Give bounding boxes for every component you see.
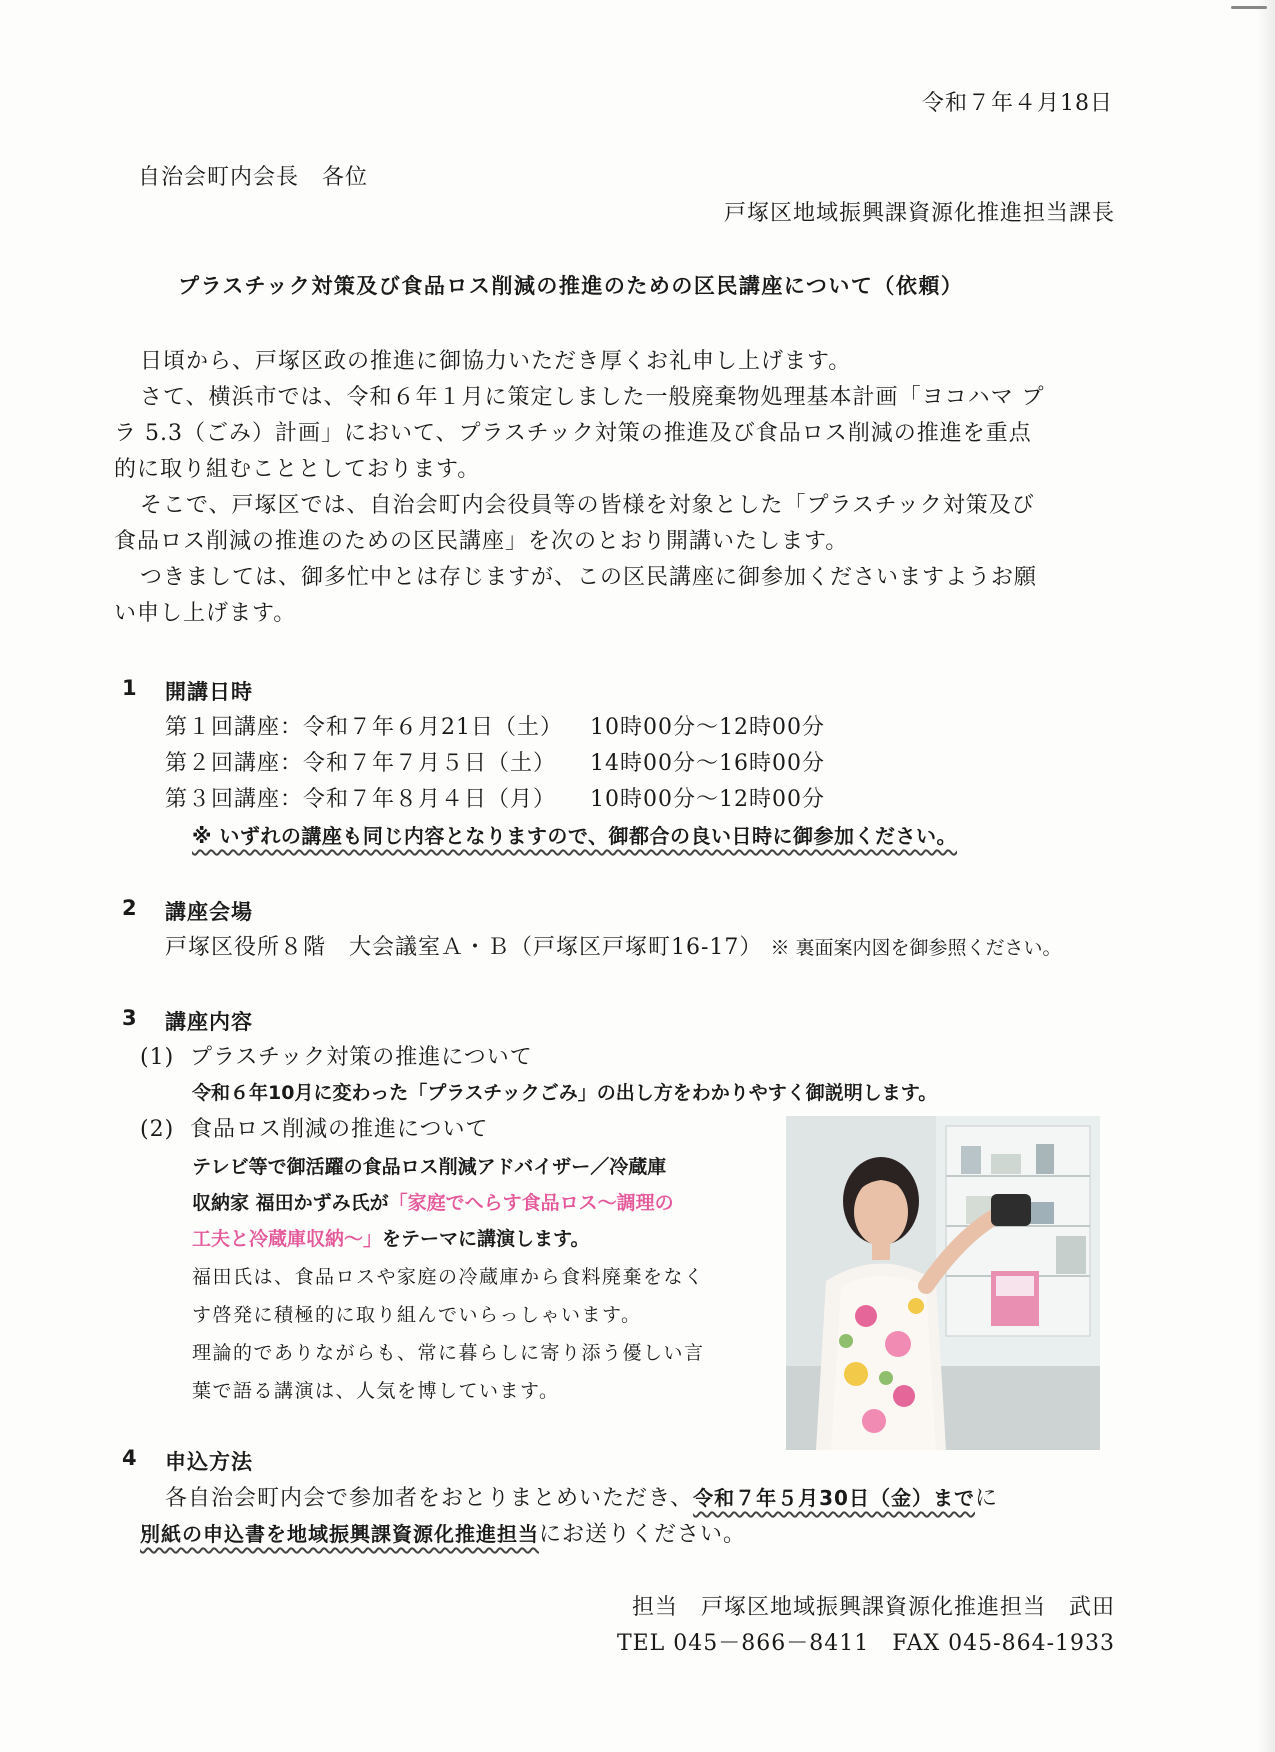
venue-map-note: ※ 裏面案内図を御参照ください。 <box>770 937 1062 959</box>
application-text-3: にお送りください。 <box>539 1522 747 1547</box>
body-line-6: 食品ロス削減の推進のための区民講座」を次のとおり開講いたします。 <box>114 529 849 554</box>
section-3-title: 講座内容 <box>165 1010 253 1034</box>
document-date: 令和７年４月18日 <box>922 91 1113 116</box>
item-2-line-1: テレビ等で御活躍の食品ロス削減アドバイザー／冷蔵庫 <box>192 1156 667 1178</box>
item-2-title: 食品ロス削減の推進について <box>190 1117 489 1142</box>
document-title: プラスチック対策及び食品ロス削減の推進のための区民講座について（依頼） <box>178 274 964 298</box>
scan-mark <box>1231 6 1267 9</box>
speaker-photo <box>786 1116 1100 1450</box>
application-text-1: 各自治会町内会で参加者をおとりまとめいただき、 <box>165 1486 694 1511</box>
body-line-8: い申し上げます。 <box>114 601 297 626</box>
application-text-2: に <box>974 1486 998 1511</box>
schedule-note: ※ いずれの講座も同じ内容となりますので、御都合の良い日時に御参加ください。 <box>192 824 958 848</box>
lecture-theme-part-1: 「家庭でへらす食品ロス～調理の <box>388 1192 674 1214</box>
speaker-bio-line-1: 福田氏は、食品ロスや家庭の冷蔵庫から食料廃棄をなく <box>192 1266 705 1288</box>
section-4-title: 申込方法 <box>165 1450 253 1474</box>
speaker-bio-line-3: 理論的でありながらも、常に暮らしに寄り添う優しい言 <box>192 1342 705 1364</box>
session-1-time: 10時00分～12時00分 <box>590 715 825 740</box>
application-deadline: 令和７年５月30日（金）まで <box>693 1486 975 1510</box>
item-2-number: (2) <box>140 1117 175 1142</box>
section-1-number: 1 <box>122 676 137 700</box>
body-line-1: 日頃から、戸塚区政の推進に御協力いただき厚くお礼申し上げます。 <box>140 349 852 374</box>
venue-text <box>165 930 1061 966</box>
session-1-label: 第１回講座：令和７年６月21日（土） <box>165 715 563 740</box>
body-line-4: 的に取り組むこととしております。 <box>114 457 481 482</box>
item-1-description: 令和６年10月に変わった「プラスチックごみ」の出し方をわかりやすく御説明します。 <box>192 1082 938 1104</box>
lecture-theme-part-2: 工夫と冷蔵庫収納～」 <box>192 1228 383 1250</box>
session-3-label: 第３回講座：令和７年８月４日（月） <box>165 787 557 812</box>
recipient: 自治会町内会長 各位 <box>138 165 369 190</box>
contact-phone-fax: TEL 045－866－8411 FAX 045-864-1933 <box>616 1631 1115 1656</box>
speaker-intro: 収納家 福田かずみ氏が <box>192 1192 389 1214</box>
page-edge-shadow <box>1257 0 1275 1752</box>
venue-name: 戸塚区役所８階 大会議室Ａ・Ｂ（戸塚区戸塚町16-17） <box>165 935 763 960</box>
body-line-2: さて、横浜市では、令和６年１月に策定しました一般廃棄物処理基本計画「ヨコハマ プ <box>140 385 1045 410</box>
session-2-time: 14時00分～16時00分 <box>590 751 825 776</box>
speaker-bio-line-4: 葉で語る講演は、人気を博しています。 <box>192 1380 560 1402</box>
item-1-number: (1) <box>140 1045 175 1070</box>
sender: 戸塚区地域振興課資源化推進担当課長 <box>723 201 1115 226</box>
body-line-5: そこで、戸塚区では、自治会町内会役員等の皆様を対象とした「プラスチック対策及び <box>140 493 1035 518</box>
application-destination: 別紙の申込書を地域振興課資源化推進担当 <box>140 1522 539 1546</box>
item-1-title: プラスチック対策の推進について <box>190 1045 533 1070</box>
session-3-time: 10時00分～12時00分 <box>590 787 825 812</box>
section-4-number: 4 <box>122 1446 137 1470</box>
section-2-title: 講座会場 <box>165 900 253 924</box>
section-2-number: 2 <box>122 896 137 920</box>
body-line-3: ラ 5.3（ごみ）計画」において、プラスチック対策の推進及び食品ロス削減の推進を重点 <box>114 421 1032 446</box>
lecture-theme-suffix: をテーマに講演します。 <box>382 1228 590 1250</box>
contact-person: 担当 戸塚区地域振興課資源化推進担当 武田 <box>631 1595 1115 1620</box>
session-2-label: 第２回講座：令和７年７月５日（土） <box>165 751 557 776</box>
body-line-7: つきましては、御多忙中とは存じますが、この区民講座に御参加くださいますようお願 <box>140 565 1038 590</box>
section-3-number: 3 <box>122 1006 137 1030</box>
item-2-line-3 <box>192 1222 590 1256</box>
application-line-1 <box>165 1480 998 1517</box>
application-line-2 <box>140 1516 746 1553</box>
section-1-title: 開講日時 <box>165 680 253 704</box>
item-2-line-2 <box>192 1186 674 1220</box>
speaker-bio-line-2: す啓発に積極的に取り組んでいらっしゃいます。 <box>192 1304 642 1326</box>
